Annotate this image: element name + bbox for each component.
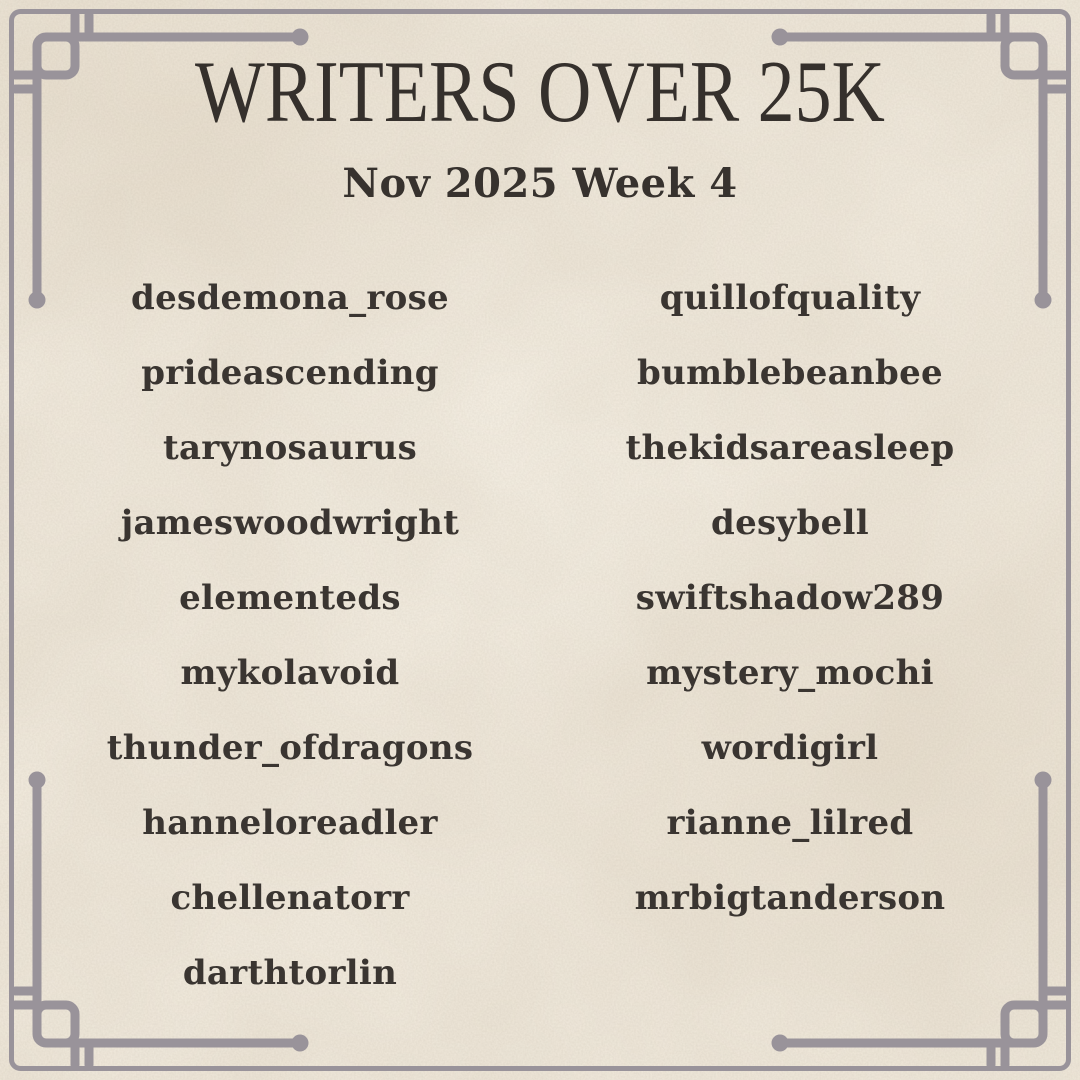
writer-name: tarynosaurus (162, 428, 418, 468)
writer-name: mykolavoid (180, 653, 400, 693)
writer-name: thekidsareasleep (625, 428, 955, 468)
writer-name: mrbigtanderson (634, 878, 946, 918)
writer-name: darthtorlin (182, 953, 398, 993)
writer-name: mystery_mochi (646, 653, 934, 693)
writers-column-right (540, 261, 1040, 1011)
writer-name: quillofquality (659, 278, 921, 318)
page-title: WRITERS OVER 25K (195, 44, 885, 141)
writer-name: jameswoodwright (120, 503, 460, 543)
writers-column-left (40, 261, 540, 1011)
writer-name: desybell (711, 503, 869, 543)
page-subtitle: Nov 2025 Week 4 (342, 160, 738, 207)
writer-name: chellenatorr (170, 878, 410, 918)
writer-name: desdemona_rose (131, 278, 449, 318)
writer-name: thunder_ofdragons (106, 728, 474, 768)
writer-name: elementeds (179, 578, 401, 618)
writer-name: hanneloreadler (142, 803, 438, 843)
writer-name: prideascending (141, 353, 439, 393)
writer-name: wordigirl (701, 728, 879, 768)
writer-name: swiftshadow289 (635, 578, 945, 618)
writer-name: rianne_lilred (666, 803, 914, 843)
writer-name: bumblebeanbee (637, 353, 943, 393)
writers-list (40, 261, 1040, 1011)
